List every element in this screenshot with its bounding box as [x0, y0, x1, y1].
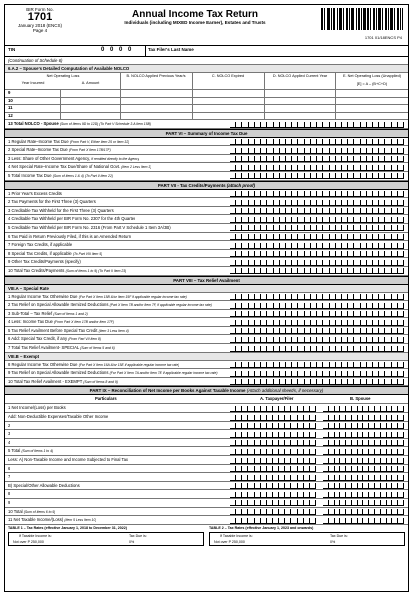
- form-row: [5, 447, 408, 456]
- spouse-col-header: B. Spouse: [350, 396, 371, 402]
- amount-boxes-a[interactable]: [230, 500, 316, 506]
- table1-col2: Tax Due is:: [129, 533, 147, 538]
- amount-boxes[interactable]: [230, 225, 404, 231]
- table1-title: TABLE 1 – Tax Rates (effective January 1, 2018 to December 31, 2022): [8, 525, 127, 530]
- form-date: January 2018 (ENCS): [17, 23, 63, 28]
- row-note: (Item 3 Less Item 4): [98, 328, 129, 333]
- amount-header: A. Amount: [81, 81, 100, 85]
- part9-col-header: [5, 395, 408, 404]
- row-label: 1 Net Income/(Loss) per Books: [8, 405, 66, 411]
- amount-boxes-a[interactable]: [230, 423, 316, 429]
- row-label: 11 Net Taxable Income/(Loss): [8, 517, 64, 523]
- row-label: Add: Non-Deductible Expenses/Taxable Other Income: [8, 414, 109, 420]
- row-label: 10 Total Tax Credits/Payments: [8, 267, 65, 273]
- nolco-row-number: 9: [8, 90, 11, 95]
- nolco-row[interactable]: [5, 90, 408, 98]
- row-label: 5 Total Income Tax Due: [8, 172, 52, 178]
- row-label: 4 Less: Income Tax Due: [8, 319, 53, 325]
- amount-boxes[interactable]: [230, 328, 404, 334]
- part7-header: [5, 181, 408, 190]
- amount-boxes[interactable]: [230, 148, 404, 154]
- form-row: [5, 378, 408, 387]
- row-label: 2: [8, 422, 11, 428]
- amount-boxes-a[interactable]: [230, 492, 316, 498]
- row-label: 10 Total Tax Relief Availment - EXEMPT: [8, 378, 83, 384]
- form-row: [5, 369, 408, 378]
- row-label: Less: A) Non-Taxable Income and Income Subjected to Final Tax: [8, 457, 129, 462]
- row-note: (To Part VIII Item 5): [72, 251, 103, 256]
- amount-boxes-a[interactable]: [230, 432, 316, 438]
- table1-col1: If Taxable Income is:: [19, 533, 52, 538]
- form-title: Annual Income Tax Return: [132, 9, 258, 20]
- table2-col1: If Taxable Income is:: [220, 533, 253, 538]
- amount-boxes[interactable]: [230, 234, 404, 240]
- part6-rows: [5, 138, 408, 181]
- row-note: (From Part X Item 17B/17F): [68, 148, 111, 153]
- form-row: [5, 516, 408, 525]
- row-note: if remitted directly to the Agency: [91, 156, 140, 161]
- part9-title: PART IX – Reconciliation of Net Income per Books Against Taxable Income: [89, 388, 246, 394]
- amount-boxes-a[interactable]: [230, 458, 316, 464]
- taxpayer-col-header: A. Taxpayer/Filer: [260, 396, 294, 402]
- form-row: [5, 301, 408, 310]
- amount-boxes-a[interactable]: [230, 466, 316, 472]
- nolco-row[interactable]: [5, 98, 408, 106]
- amount-boxes-b[interactable]: [323, 509, 404, 515]
- amount-boxes[interactable]: [230, 337, 404, 343]
- row-label: 7: [8, 474, 11, 480]
- tin-label: TIN: [8, 47, 16, 52]
- amount-boxes[interactable]: [230, 303, 404, 309]
- form-row: [5, 267, 408, 276]
- row-label: 2 Special Rate–Income Tax Due: [8, 147, 68, 153]
- form-number-block: [9, 7, 71, 33]
- table2-row1-tax: 0%: [330, 539, 336, 544]
- row-label: 3 Less: Share of Other Government Agency,: [8, 155, 91, 161]
- net-op-loss-header: Net Operating Loss: [46, 74, 80, 78]
- row-note: (For Part X Item 7A and/or Item 7E if applicable regular income tax rate): [109, 371, 218, 376]
- row-label: 9: [8, 499, 11, 505]
- form-row: [5, 327, 408, 336]
- row-label: 8: [8, 491, 11, 497]
- row-label: 3 Sub-Total – Tax Relief: [8, 310, 53, 316]
- amount-boxes-b[interactable]: [323, 458, 404, 464]
- applied-prev-header: B. NOLCO Applied Previous Year/s: [126, 74, 186, 78]
- schedule6-continuation: (Continuation of Schedule 6): [5, 57, 408, 65]
- amount-boxes[interactable]: [230, 346, 404, 352]
- form-row: [5, 404, 408, 413]
- part8-sub-b: VIII.B – Exempt: [5, 353, 408, 361]
- amount-boxes-a[interactable]: [230, 415, 316, 421]
- row-label: 7 Foreign Tax Credits, if applicable: [8, 242, 73, 248]
- part8b-rows: [5, 361, 408, 387]
- taxpayer-name-label: Tax Filer's Last Name: [148, 47, 194, 52]
- amount-boxes-b[interactable]: [323, 432, 404, 438]
- row-note: (For Part X Item 16A &/or 15E if applicable regular income tax rate): [78, 362, 180, 367]
- nolco-row[interactable]: [5, 105, 408, 113]
- amount-boxes-a[interactable]: [230, 440, 316, 446]
- form-label: BIR Form No.: [26, 7, 54, 12]
- row-label: 6: [8, 465, 11, 471]
- table2-col2: Tax Due is:: [330, 533, 348, 538]
- nolco-total-row: [5, 120, 408, 129]
- tin-digits[interactable]: 0 0 0 0: [101, 47, 134, 53]
- amount-boxes[interactable]: [230, 156, 404, 162]
- year-incurred-header: Year Incurred: [21, 81, 45, 85]
- amount-boxes-a[interactable]: [230, 483, 316, 489]
- row-note: (Sum of Items 1 and 2): [53, 311, 88, 316]
- amount-boxes[interactable]: [230, 165, 404, 171]
- row-note: (From Part X Item 17B and/or Item 17F): [54, 320, 114, 325]
- nolco-total-boxes[interactable]: [230, 122, 404, 128]
- amount-boxes-b[interactable]: [323, 466, 404, 472]
- form-row: [5, 456, 408, 465]
- row-note: (Sum of Items 1 to 9) (To Part II Item 23): [65, 268, 127, 273]
- form-row: [5, 439, 408, 448]
- row-label: 5 Total: [8, 448, 21, 454]
- nolco-rows: [5, 90, 408, 120]
- row-label: 5 Creditable Tax Withheld per BIR Form No. 2316 (From Part V Schedule 1 Item 3A/3B): [8, 224, 171, 230]
- row-label: 2 Tax Relief on Special Allowable Itemized Deductions: [8, 302, 109, 308]
- amount-boxes-b[interactable]: [323, 492, 404, 498]
- row-note: (Item 5 Less Item 10): [64, 518, 97, 523]
- form-row: [5, 224, 408, 233]
- row-note: (Part X Item 7B and/or Item 7F, if applicable regular income tax rate): [109, 303, 212, 308]
- amount-boxes[interactable]: [230, 362, 404, 368]
- amount-boxes[interactable]: [230, 294, 404, 300]
- part9-rows: [5, 404, 408, 524]
- form-row: [5, 293, 408, 302]
- form-page: [4, 4, 409, 592]
- form-row: [5, 163, 408, 172]
- row-label: 1 Prior Year's Excess Credits: [8, 190, 62, 196]
- expired-header: C. NOLCO Expired: [211, 74, 245, 78]
- form-row: [5, 250, 408, 259]
- table1-row1: Not over P 250,000: [13, 539, 44, 544]
- barcode-image: [320, 7, 404, 31]
- form-row: [5, 499, 408, 508]
- form-row: [5, 361, 408, 370]
- form-row: [5, 413, 408, 422]
- amount-boxes-b[interactable]: [323, 483, 404, 489]
- applied-curr-header: D. NOLCO Applied Current Year: [272, 74, 328, 78]
- table2-title: TABLE 2 – Tax Rates (effective January 1, 2023 and onwards): [209, 525, 314, 530]
- form-row: [5, 233, 408, 242]
- row-label: 9 Other Tax Credits/Payments (specify): [8, 259, 81, 265]
- row-label: 8 Regular Income Tax Otherwise Due: [8, 361, 78, 367]
- form-row: [5, 241, 408, 250]
- nolco-header: [5, 73, 408, 90]
- barcode-code: 1701 01/18ENCS P4: [364, 35, 402, 40]
- form-row: [5, 490, 408, 499]
- table1-row1-tax: 0%: [129, 539, 135, 544]
- unapplied-header: E. Net Operating Loss (Unapplied): [342, 74, 402, 78]
- form-row: [5, 473, 408, 482]
- amount-boxes-a[interactable]: [230, 475, 316, 481]
- row-note: (Sum of Items 6 to 9): [23, 509, 56, 514]
- page-label: Page 4: [32, 28, 48, 33]
- row-label: 8 Special Tax Credits, if applicable: [8, 250, 72, 256]
- form-row: [5, 430, 408, 439]
- row-label: 10 Total: [8, 508, 23, 514]
- table2-row1: Not over P 250,000: [214, 539, 245, 544]
- form-row: [5, 207, 408, 216]
- nolco-total-note: (Sum of Items 9D to 12D) (To Part V Schedule 3.A Item 15B): [59, 122, 151, 126]
- amount-boxes-a[interactable]: [230, 406, 316, 412]
- amount-boxes-b[interactable]: [323, 500, 404, 506]
- particulars-header: Particulars: [95, 396, 117, 402]
- amount-boxes[interactable]: [230, 200, 404, 206]
- amount-boxes-b[interactable]: [323, 449, 404, 455]
- part8-title: PART VIII – Tax Relief Availment: [5, 276, 408, 285]
- part7-title: PART VII - Tax Credits/Payments: [157, 182, 226, 188]
- amount-boxes-b[interactable]: [323, 415, 404, 421]
- form-row: [5, 258, 408, 267]
- form-row: [5, 215, 408, 224]
- amount-boxes[interactable]: [230, 260, 404, 266]
- amount-boxes[interactable]: [230, 251, 404, 257]
- form-row: [5, 335, 408, 344]
- amount-boxes-a[interactable]: [230, 449, 316, 455]
- part8-sub-a: VIII.A – Special Rate: [5, 285, 408, 293]
- nolco-row-number: 12: [8, 112, 13, 118]
- nolco-total-label: 13 Total NOLCO - Spouse: [8, 121, 59, 126]
- form-row: [5, 172, 408, 181]
- row-note: (Sum of Items 1 to 4): [21, 449, 54, 454]
- schedule6-title: 6.A.2 – Spouse's Detailed Computation of Available NOLCO: [5, 65, 408, 73]
- part9-title-note: (Attach additional sheet/s, if necessary): [246, 388, 324, 394]
- row-note: (Sum of Items 5 and 6): [80, 346, 115, 351]
- form-row: [5, 146, 408, 155]
- amount-boxes[interactable]: [230, 320, 404, 326]
- form-number: 1701: [27, 11, 53, 23]
- amount-boxes-b[interactable]: [323, 475, 404, 481]
- unapplied-formula: [E] = A – (B+C+D): [356, 82, 388, 86]
- part6-title: PART VI – Summary of Income Tax Due: [5, 129, 408, 138]
- row-label: 5 Tax Relief Availment Before Special Tax Credit: [8, 327, 98, 333]
- row-label: 4 Net Special Rate–Income Tax Due/Share of National Govt.: [8, 164, 121, 170]
- form-row: [5, 422, 408, 431]
- row-note: (Sum of Items 8 and 9): [83, 379, 118, 384]
- amount-boxes[interactable]: [230, 243, 404, 249]
- row-label: 7 Total Tax Relief Availment- SPECIAL: [8, 345, 80, 351]
- row-note: (For Part X Item 15B &/or Item 15F if applicable regular income tax rate): [78, 294, 187, 299]
- amount-boxes[interactable]: [230, 173, 404, 179]
- form-row: [5, 508, 408, 517]
- form-subtitle: Individuals (including MIXED Income Earner), Estates and Trusts: [124, 20, 266, 25]
- title-block: [75, 9, 315, 26]
- row-note: (Sum of Items 1 & 4) (To Part II Item 22): [52, 173, 113, 178]
- row-label: 3 Creditable Tax Withheld for the First Three (3) Quarters: [8, 207, 114, 213]
- row-note: (From Part VII Item 8): [68, 337, 101, 342]
- form-row: [5, 190, 408, 199]
- amount-boxes-a[interactable]: [230, 509, 316, 515]
- form-row: [5, 138, 408, 147]
- row-label: 9 Tax Relief on Special Allowable Itemized Deductions: [8, 370, 109, 376]
- row-label: 4: [8, 439, 11, 445]
- amount-boxes[interactable]: [230, 379, 404, 385]
- row-label: B) Special/Other Allowable Deductions: [8, 482, 80, 488]
- row-label: 2 Tax Payments for the First Three (3) Quarters: [8, 199, 96, 205]
- form-header: [5, 5, 408, 46]
- form-row: [5, 344, 408, 353]
- amount-boxes-b[interactable]: [323, 440, 404, 446]
- form-row: [5, 465, 408, 474]
- amount-boxes[interactable]: [230, 371, 404, 377]
- row-label: 6 Add: Special Tax Credit, if any: [8, 336, 68, 342]
- part8a-rows: [5, 293, 408, 353]
- nolco-row[interactable]: [5, 113, 408, 121]
- part7-rows: [5, 190, 408, 276]
- tin-row: [5, 46, 408, 57]
- row-note: (From Part V, Either Item 25 or Item 32): [69, 139, 130, 144]
- form-row: [5, 482, 408, 491]
- amount-boxes[interactable]: [230, 139, 404, 145]
- row-label: 4 Creditable Tax Withheld per BIR Form No. 2307 for the 4th Quarter: [8, 216, 136, 222]
- tax-rate-tables: [5, 525, 408, 547]
- form-row: [5, 155, 408, 164]
- form-row: [5, 198, 408, 207]
- form-row: [5, 310, 408, 319]
- amount-boxes[interactable]: [230, 217, 404, 223]
- row-label: 6 Tax Paid in Return Previously Filed, if this is an Amended Return: [8, 233, 132, 239]
- form-row: [5, 318, 408, 327]
- nolco-row-number: 10: [8, 97, 13, 103]
- row-label: 1 Regular Rate–Income Tax Due: [8, 138, 69, 144]
- amount-boxes-b[interactable]: [323, 518, 404, 524]
- nolco-row-number: 11: [8, 105, 13, 110]
- row-label: 1 Regular Income Tax Otherwise Due: [8, 293, 78, 299]
- amount-boxes-a[interactable]: [230, 518, 316, 524]
- amount-boxes[interactable]: [230, 191, 404, 197]
- row-label: 3: [8, 431, 11, 437]
- part9-header: [5, 386, 408, 395]
- amount-boxes-b[interactable]: [323, 406, 404, 412]
- amount-boxes-b[interactable]: [323, 423, 404, 429]
- amount-boxes[interactable]: [230, 311, 404, 317]
- amount-boxes[interactable]: [230, 208, 404, 214]
- part7-title-note: (attach proof): [226, 182, 256, 188]
- amount-boxes[interactable]: [230, 268, 404, 274]
- row-note: (Item 2 Less Item 3): [121, 165, 152, 170]
